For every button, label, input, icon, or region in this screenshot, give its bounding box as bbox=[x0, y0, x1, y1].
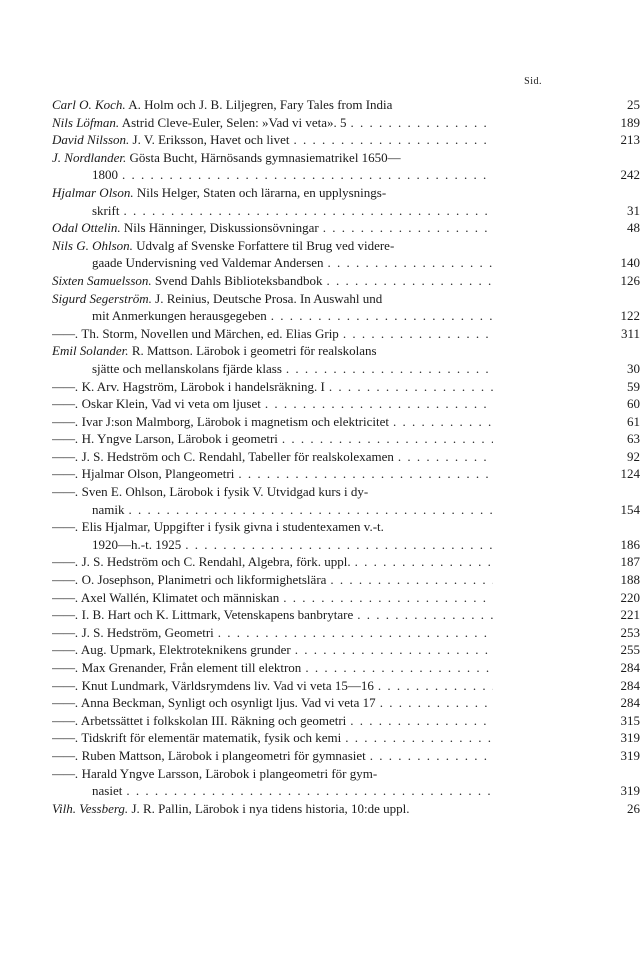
index-entry bbox=[52, 712, 640, 730]
entry-first-line bbox=[52, 184, 493, 202]
entry-title-text: H. Yngve Larson, Lärobok i geometri bbox=[81, 431, 278, 447]
entry-page-number: 319 bbox=[620, 747, 640, 763]
entry-title-text: Nils Helger, Staten och lärarna, en upplysnings- bbox=[136, 184, 387, 200]
entry-author: ——. bbox=[52, 431, 79, 447]
index-entries bbox=[0, 96, 640, 817]
entry-page-number: 61 bbox=[627, 413, 640, 429]
entry-title-text: Th. Storm, Novellen und Märchen, ed. Elias Grip bbox=[81, 325, 339, 341]
entry-author: ——. bbox=[52, 677, 79, 693]
entry-author: Sixten Samuelsson. bbox=[52, 272, 152, 288]
entry-title-text: Ivar J:son Malmborg, Lärobok i magnetism och elektricitet bbox=[81, 413, 389, 429]
entry-title-text: I. B. Hart och K. Littmark, Vetenskapens banbrytare bbox=[81, 607, 354, 623]
entry-title-text: Sven E. Ohlson, Lärobok i fysik V. Utvidgad kurs i dy- bbox=[81, 484, 369, 500]
entry-author: ——. bbox=[52, 730, 79, 746]
entry-title-text: Gösta Bucht, Härnösands gymnasiematrikel 1650— bbox=[129, 149, 401, 165]
entry-author: Vilh. Vessberg. bbox=[52, 800, 129, 816]
index-entry bbox=[52, 290, 640, 325]
entry-page-number: 284 bbox=[620, 677, 640, 693]
index-entry bbox=[52, 237, 640, 272]
entry-page-number: 311 bbox=[620, 325, 640, 341]
entry-title-text: Tidskrift för elementär matematik, fysik och kemi bbox=[81, 730, 342, 746]
entry-author: ——. bbox=[52, 378, 79, 394]
entry-author: ——. bbox=[52, 572, 79, 588]
index-entry bbox=[52, 430, 640, 448]
entry-title-text: mit Anmerkungen herausgegeben bbox=[92, 308, 267, 324]
entry-page-number: 220 bbox=[620, 589, 640, 605]
entry-title-text: J. Reinius, Deutsche Prosa. In Auswahl und bbox=[155, 290, 383, 306]
entry-author: ——. bbox=[52, 642, 79, 658]
index-entry bbox=[52, 694, 640, 712]
index-entry bbox=[52, 395, 640, 413]
index-entry bbox=[52, 571, 640, 589]
index-entry bbox=[52, 342, 640, 377]
entry-first-line bbox=[52, 342, 493, 360]
index-entry bbox=[52, 131, 640, 149]
entry-title-text: Aug. Upmark, Elektroteknikens grunder bbox=[80, 642, 291, 658]
entry-title-text: J. S. Hedström och C. Rendahl, Algebra, förk. uppl. bbox=[81, 554, 351, 570]
index-entry bbox=[52, 589, 640, 607]
entry-page-number: 188 bbox=[620, 572, 640, 588]
index-entry bbox=[52, 272, 640, 290]
entry-page-number: 213 bbox=[620, 132, 640, 148]
entry-author: ——. bbox=[52, 765, 79, 781]
entry-title-text: Axel Wallén, Klimatet och människan bbox=[80, 589, 280, 605]
entry-title-text: gaade Undervisning ved Valdemar Andersen bbox=[92, 255, 324, 271]
entry-title-text: J. S. Hedström, Geometri bbox=[81, 624, 214, 640]
entry-page-number: 255 bbox=[620, 642, 640, 658]
entry-title-text: J. R. Pallin, Lärobok i nya tidens historia, 10:de uppl. bbox=[131, 800, 410, 816]
entry-page-number: 140 bbox=[620, 255, 640, 271]
index-entry bbox=[52, 624, 640, 642]
entry-author: ——. bbox=[52, 747, 79, 763]
index-entry bbox=[52, 641, 640, 659]
entry-first-line bbox=[52, 290, 493, 308]
entry-title-text: Svend Dahls Biblioteksbandbok bbox=[154, 272, 323, 288]
entry-author: ——. bbox=[52, 624, 79, 640]
entry-page-number: 319 bbox=[620, 730, 640, 746]
entry-first-line bbox=[52, 518, 493, 536]
entry-author: Sigurd Segerström. bbox=[52, 290, 152, 306]
entry-page-number: 315 bbox=[620, 712, 640, 728]
entry-page-number: 31 bbox=[627, 202, 640, 218]
entry-page-number: 30 bbox=[627, 360, 640, 376]
entry-page-number: 60 bbox=[627, 396, 640, 412]
entry-page-number: 253 bbox=[620, 624, 640, 640]
entry-author: Odal Ottelin. bbox=[52, 220, 121, 236]
entry-title-text: Elis Hjalmar, Uppgifter i fysik givna i studentexamen v.-t. bbox=[81, 519, 384, 535]
entry-page-number: 124 bbox=[620, 466, 640, 482]
entry-page-number: 48 bbox=[627, 220, 640, 236]
entry-author: ——. bbox=[52, 607, 79, 623]
entry-page-number: 186 bbox=[620, 536, 640, 552]
entry-page-number: 25 bbox=[627, 97, 640, 112]
index-entry bbox=[52, 553, 640, 571]
entry-title-text: 1920—h.-t. 1925 bbox=[92, 536, 182, 552]
index-entry bbox=[52, 483, 640, 518]
entry-title-text: Harald Yngve Larsson, Lärobok i plangeometri för gym- bbox=[81, 765, 378, 781]
entry-author: ——. bbox=[52, 554, 79, 570]
entry-title-text: skrift bbox=[92, 202, 120, 218]
entry-page-number: 59 bbox=[627, 378, 640, 394]
entry-title-text: 1800 bbox=[92, 167, 118, 183]
entry-first-line bbox=[52, 765, 493, 783]
entry-page-number: 189 bbox=[620, 114, 640, 130]
index-entry bbox=[52, 378, 640, 396]
entry-title-text: Arbetssättet i folkskolan III. Räkning och geometri bbox=[80, 712, 347, 728]
entry-author: Nils Löfman. bbox=[52, 114, 120, 130]
index-entry bbox=[52, 465, 640, 483]
entry-author: David Nilsson. bbox=[52, 132, 130, 148]
entry-page-number: 284 bbox=[620, 660, 640, 675]
entry-author: Emil Solander. bbox=[52, 343, 129, 359]
index-entry bbox=[52, 325, 640, 343]
entry-page-number: 92 bbox=[627, 448, 640, 464]
index-entry bbox=[52, 659, 640, 677]
entry-author: ——. bbox=[52, 519, 79, 535]
index-entry bbox=[52, 800, 640, 818]
entry-page-number: 63 bbox=[627, 431, 640, 447]
entry-author: J. Nordlander. bbox=[52, 149, 127, 165]
index-entry bbox=[52, 448, 640, 466]
entry-author: ——. bbox=[52, 695, 79, 711]
entry-page-number: 284 bbox=[620, 695, 640, 711]
entry-title-text: R. Mattson. Lärobok i geometri för realskolans bbox=[131, 343, 377, 359]
entry-first-line bbox=[52, 237, 493, 255]
entry-author: Carl O. Koch. bbox=[52, 97, 126, 112]
entry-title-text: J. V. Eriksson, Havet och livet bbox=[132, 132, 290, 148]
index-entry bbox=[52, 747, 640, 765]
entry-page-number: 221 bbox=[620, 607, 640, 623]
entry-title-text: K. Arv. Hagström, Lärobok i handelsräkning. I bbox=[81, 378, 325, 394]
entry-author: Hjalmar Olson. bbox=[52, 184, 134, 200]
index-entry bbox=[52, 413, 640, 431]
entry-first-line bbox=[52, 149, 493, 167]
index-entry bbox=[52, 729, 640, 747]
entry-page-number: 154 bbox=[620, 501, 640, 517]
index-entry bbox=[52, 184, 640, 219]
index-entry bbox=[52, 606, 640, 624]
index-entry bbox=[52, 518, 640, 553]
entry-title-text: sjätte och mellanskolans fjärde klass bbox=[92, 360, 282, 376]
entry-page-number: 126 bbox=[620, 272, 640, 288]
entry-title-text: Oskar Klein, Vad vi veta om ljuset bbox=[81, 396, 261, 412]
entry-title-text: Ruben Mattson, Lärobok i plangeometri för gymnasiet bbox=[81, 747, 366, 763]
entry-author: ——. bbox=[52, 712, 79, 728]
index-entry bbox=[52, 765, 640, 800]
entry-page-number: 122 bbox=[620, 308, 640, 324]
entry-author: Nils G. Ohlson. bbox=[52, 237, 133, 253]
entry-title-text: O. Josephson, Planimetri och likformighetslära bbox=[81, 572, 327, 588]
entry-title-text: Udvalg af Svenske Forfattere til Brug ved videre- bbox=[136, 237, 395, 253]
entry-title-text: A. Holm och J. B. Liljegren, Fary Tales from India bbox=[128, 97, 393, 112]
entry-title-text: Knut Lundmark, Världsrymdens liv. Vad vi veta 15—16 bbox=[81, 677, 374, 693]
entry-author: ——. bbox=[52, 448, 79, 464]
entry-author: ——. bbox=[52, 589, 79, 605]
index-entry bbox=[52, 114, 640, 132]
entry-title-text: Nils Hänninger, Diskussionsövningar bbox=[123, 220, 319, 236]
entry-author: ——. bbox=[52, 660, 79, 675]
entry-page-number: 26 bbox=[627, 800, 640, 816]
entry-title-text: namik bbox=[92, 501, 125, 517]
page-column-header: Sid. bbox=[524, 76, 542, 87]
entry-author: ——. bbox=[52, 325, 79, 341]
entry-first-line bbox=[52, 483, 493, 501]
index-entry bbox=[52, 149, 640, 184]
entry-author: ——. bbox=[52, 413, 79, 429]
entry-author: ——. bbox=[52, 466, 79, 482]
entry-author: ——. bbox=[52, 396, 79, 412]
entry-title-text: J. S. Hedström och C. Rendahl, Tabeller för realskolexamen bbox=[81, 448, 394, 464]
index-entry bbox=[52, 677, 640, 695]
entry-page-number: 242 bbox=[620, 167, 640, 183]
entry-title-text: Max Grenander, Från element till elektron bbox=[81, 660, 302, 675]
entry-page-number: 187 bbox=[620, 554, 640, 570]
entry-author: ——. bbox=[52, 484, 79, 500]
entry-title-text: nasiet bbox=[92, 783, 123, 799]
index-entry bbox=[52, 219, 640, 237]
index-entry bbox=[52, 96, 640, 114]
entry-title-text: Hjalmar Olson, Plangeometri bbox=[81, 466, 235, 482]
entry-title-text: Anna Beckman, Synligt och osynligt ljus. Vad vi veta 17 bbox=[80, 695, 376, 711]
entry-page-number: 319 bbox=[620, 783, 640, 799]
entry-title-text: Astrid Cleve-Euler, Selen: »Vad vi veta». 5 bbox=[121, 114, 347, 130]
